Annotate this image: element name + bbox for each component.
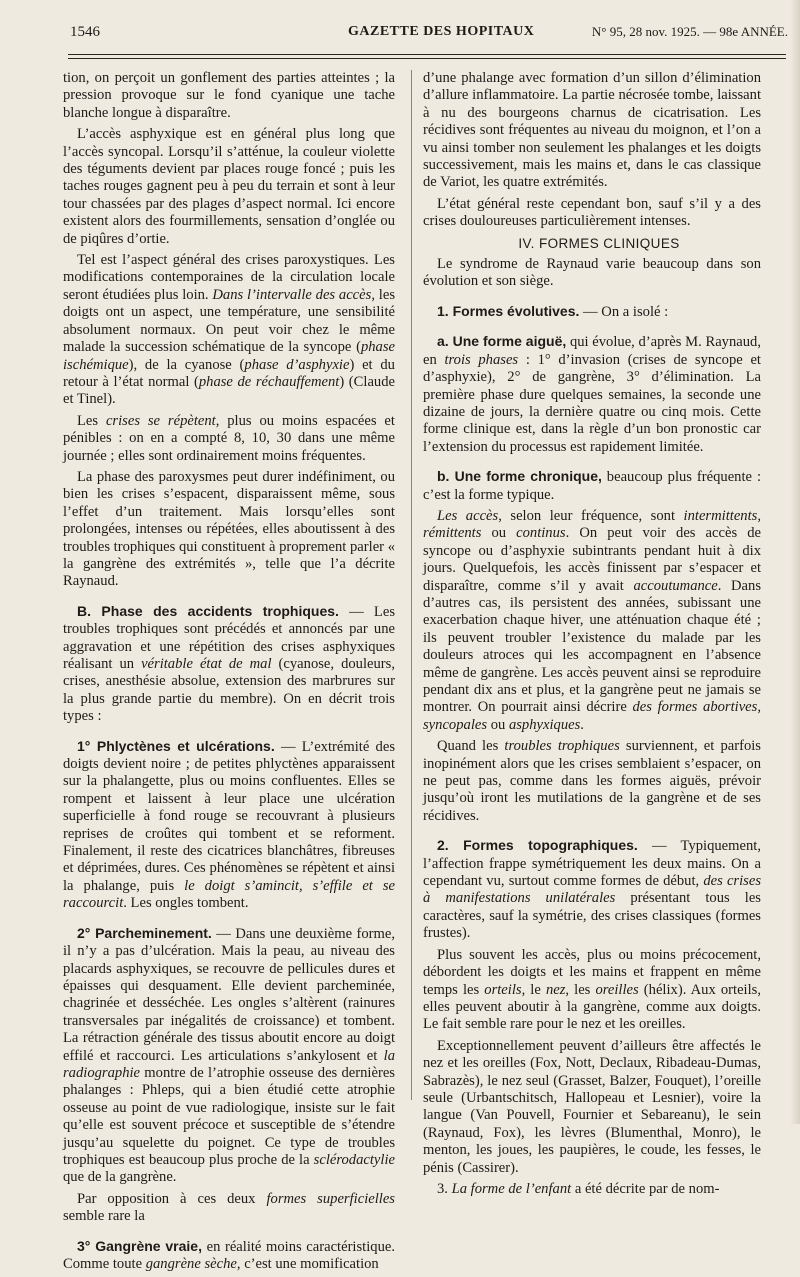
paragraph: 3. La forme de l’enfant a été décrite par de nom- bbox=[437, 1180, 720, 1197]
subsection-parcheminement: 2° Parcheminement. — Dans une deuxième forme, il n’y a pas d’ulcération. Mais la peau, au niveau des placards asphyxiques, se recouvre de pellicules dures et épaisses qui desquament. Elle devient parcheminée, chagrinée et desséchée. Les ongles s’altèrent (rainures transversales par inégalités de croissance) et tombent. La rétraction générale des tissus aboutit encore au doigt effilé et raccourci. Les articulations s’ankylosent et la radiographie montre de l’atrophie osseuse des dernières phalanges : Phleps, qui a bien étudié cette atrophie osseuse au point de vue radiologique, insiste sur le fait qu’elle est souvent précoce et susceptible de s’étendre jusqu’au squelette du poignet. Ce type de troubles trophiques est beaucoup plus proche de la sclérodactylie que de la gangrène. bbox=[63, 924, 396, 1186]
right-column bbox=[423, 70, 761, 1202]
subsection-phlyctenes: 1° Phlyctènes et ulcérations. — L’extrémité des doigts devient noire ; de petites phlyctènes apparaissent sur la phalangette, plus ou moins confluentes. Elles se rompent et laissent à leur place une ulcération superficielle à fond rouge se recouvrant à plusieurs reprises de croûtes qui tombent et se reforment. Finalement, il reste des cicatrices blanchâtres, fibreuses et déprimées, dures. Ces phénomènes se répètent et ainsi la phalange, puis le doigt s’amincit, s’effile et se raccourcit. Les ongles tombent. bbox=[63, 737, 395, 912]
paragraph: Par opposition à ces deux formes superficielles semble rare la bbox=[63, 1190, 395, 1225]
subsection-heading: 1° Phlyctènes et ulcérations. bbox=[77, 737, 275, 754]
issue-info: N° 95, 28 nov. 1925. — 98e ANNÉE. bbox=[591, 24, 788, 39]
paragraph: Plus souvent les accès, plus ou moins précocement, débordent les doigts et les mains et frappent en même temps les orteils, le nez, les oreilles (hélix). Aux orteils, elles peuvent aboutir à la gangrène, comme aux doigts. Le fait semble rare pour le nez et les oreilles. bbox=[423, 946, 761, 1033]
paragraph: Quand les troubles trophiques surviennent, et parfois inopinément alors que les crises semblaient s’espacer, on ne peut pas, comme dans les formes aiguës, prévoir jusqu’où iront les mutilations de la gangrène et de ses récidives. bbox=[423, 738, 761, 824]
journal-title: GAZETTE DES HOPITAUX bbox=[348, 24, 535, 39]
subsection-heading: b. Une forme chronique, bbox=[437, 468, 602, 485]
subsection-b: B. Phase des accidents trophiques. — Les troubles trophiques sont précédés et annoncés par une aggravation et une répétition des crises asphyxiques réalisant un véritable état de mal (cyanose, douleurs, crises, anesthésie absolue, extension des marbrures sur la plus grande partie du membre). On en décrit trois types : bbox=[63, 602, 395, 725]
paragraph: Tel est l’aspect général des crises paroxystiques. Les modifications contemporaines de la circulation locale seront étudiées plus loin. Dans l’intervalle des accès, les doigts ont un aspect, une température, une sensibilité absolument normaux. On peut voir chez le même malade la succession schématique de la syncope (phase ischémique), de la cyanose (phase d’asphyxie) et du retour à l’état normal (phase de réchauffement) (Claude et Tinel). bbox=[63, 252, 395, 408]
column-divider bbox=[411, 70, 412, 1100]
paragraph: tion, on perçoit un gonflement des parties atteintes ; la pression provoque sur le fond cyanique une tache blanche longue à disparaître. bbox=[63, 70, 395, 121]
paragraph: Exceptionnellement peuvent d’ailleurs être affectés le nez et les oreilles (Fox, Nott, Declaux, Ribadeau-Dumas, Sabrazès), le nez seul (Grasset, Balzer, Fouquet), l’oreille seule (Urbantschitsch, Hallopeau et Lesnier), voire la langue (Van Pouvell, Fournier et Sebareanu), le sein (Raynaud, Fox), les lèvres (Blumenthal, Monro), le menton, les joues, les paupières, le coude, les fesses, le pénis (Cassirer). bbox=[423, 1037, 761, 1176]
page-edge-shadow bbox=[790, 0, 800, 1124]
subsection-evolutives: 1. Formes évolutives. — On a isolé : bbox=[437, 302, 669, 320]
page-header bbox=[58, 22, 788, 46]
paragraph: Les crises se répètent, plus ou moins espacées et pénibles : on en a compté 8, 10, 30 dans une même journée ; elles sont ordinairement moins fréquentes. bbox=[63, 412, 395, 464]
subsection-topographiques: 2. Formes topographiques. — Typiquement, l’affection frappe symétriquement les deux mains. On a cependant vu, surtout comme formes de début, des crises à manifestations unilatérales présentant tous les caractères, sauf la symétrie, des crises classiques (formes frustes). bbox=[423, 837, 761, 942]
paragraph: L’état général reste cependant bon, sauf s’il y a des crises douloureuses particulièrement intenses. bbox=[423, 195, 761, 230]
subsection-chronique: b. Une forme chronique, beaucoup plus fréquente : c’est la forme typique. bbox=[423, 468, 761, 503]
subsection-heading: B. Phase des accidents trophiques. bbox=[77, 602, 339, 619]
subsection-gangrene: 3° Gangrène vraie, en réalité moins caractéristique. Comme toute gangrène sèche, c’est une momification bbox=[63, 1237, 395, 1272]
header-rule-thin bbox=[68, 58, 786, 59]
left-column bbox=[63, 70, 395, 1277]
paragraph: Le syndrome de Raynaud varie beaucoup dans son évolution et son siège. bbox=[423, 256, 761, 290]
subsection-heading: 3° Gangrène vraie, bbox=[77, 1237, 202, 1254]
subsection-heading: 2° Parcheminement. bbox=[77, 924, 212, 941]
subsection-heading: 1. Formes évolutives. bbox=[437, 302, 580, 319]
paragraph: d’une phalange avec formation d’un sillon d’élimination d’allure inflammatoire. La partie nécrosée tombe, laissant à nu des bourgeons charnus de cicatrisation. Les récidives sont fréquentes au niveau du moignon, et l’on a vu ainsi tomber non seulement les phalanges et les doigts successivement, mais les mains et, dans le cas classique de Variot, les quatre extrémités. bbox=[423, 70, 761, 191]
paragraph: L’accès asphyxique est en général plus long que l’accès syncopal. Lorsqu’il s’atténue, la couleur violette des téguments devient par places rouge foncé ; puis les taches rouges gagnent peu à peu du terrain et sont à leur tour chassées par des plages d’aspect normal. Ici encore existent alors des fourmillements, sensation d’onglée ou de piqûres d’ortie. bbox=[63, 126, 395, 247]
subsection-heading: 2. Formes topographiques. bbox=[437, 837, 638, 854]
subsection-heading: a. Une forme aiguë, bbox=[437, 333, 567, 350]
section-title: IV. FORMES CLINIQUES bbox=[518, 235, 680, 251]
subsection-aigue: a. Une forme aiguë, qui évolue, d’après M. Raynaud, en trois phases : 1° d’invasion (crises de syncope et d’asphyxie), 2° de gangrène, 3° d’élimination. La première phase dure quelques semaines, la seconde une dizaine de jours, la dernière quatre ou cinq mois. Cette forme clinique est, dans la règle d’un bon pronostic car l’extension du processus est rapidement limitée. bbox=[423, 333, 761, 455]
page-number: 1546 bbox=[70, 24, 100, 40]
header-rule bbox=[68, 54, 786, 55]
paragraph: Les accès, selon leur fréquence, sont intermittents, rémittents ou continus. On peut voir des accès de syncope ou d’asphyxie subintrants pendant huit à dix jours. Quelquefois, les accès finissent par s’espacer et disparaître, comme s’il y avait accoutumance. Dans d’autres cas, ils persistent des années, subissant une exacerbation chaque hiver, une atténuation chaque été ; ils peuvent troubler l’existence du malade par les douleurs atroces qui les accompagnent en l’absence même de gangrène. Les accès peuvent ainsi se reproduire pendant dix ans et plus, et la gangrène peut ne jamais se montrer. On pourrait ainsi décrire des formes abortives, syncopales ou asphyxiques. bbox=[423, 507, 761, 733]
paragraph: La phase des paroxysmes peut durer indéfiniment, ou bien les crises s’espacent, disparaissent même, sous l’effet d’un traitement. Mais lorsqu’elles sont prolongées, intenses ou répétées, elles aboutissent à des troubles trophiques qui constituent à proprement parler « la gangrène des extrémités », telle que l’a décrite Raynaud. bbox=[63, 468, 395, 590]
